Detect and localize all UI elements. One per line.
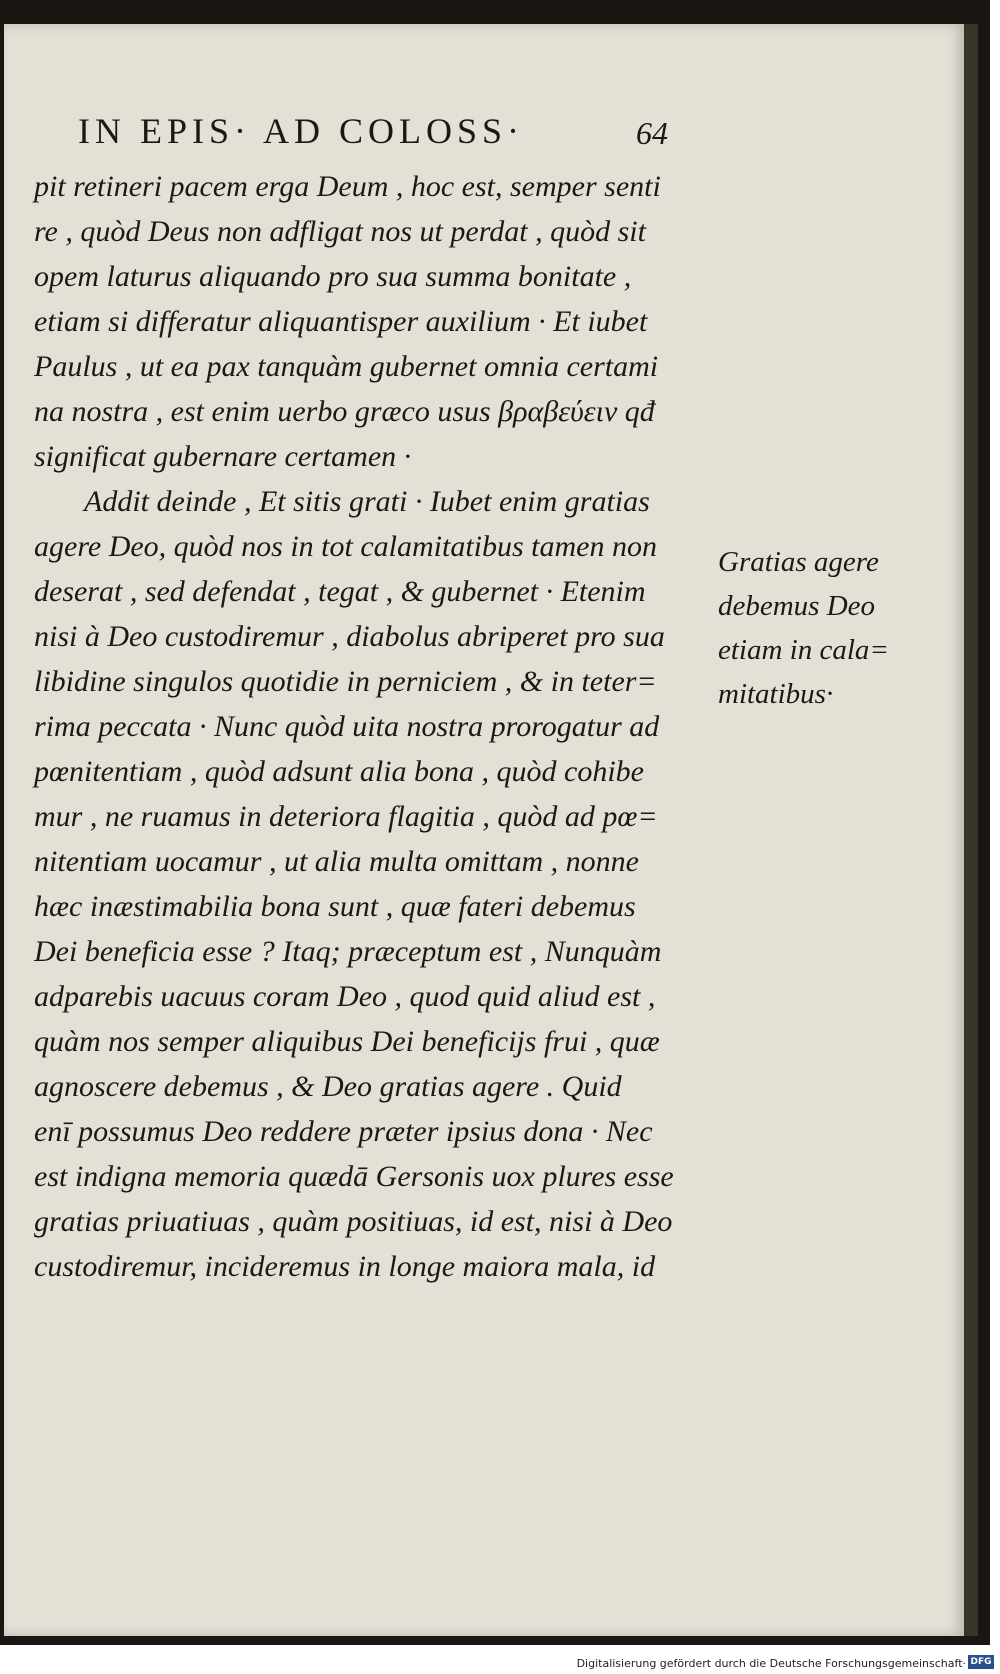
text-line: Dei beneficia esse ? Itaq; præceptum est , Nunquàm [34, 935, 662, 968]
text-line: na nostra , est enim uerbo græco usus βραβεύειν qđ [34, 395, 655, 428]
text-line: gratias priuatiuas , quàm positiuas, id est, nisi à Deo [34, 1205, 673, 1238]
text-line: nitentiam uocamur , ut alia multa omittam , nonne [34, 845, 639, 878]
text-line: opem laturus aliquando pro sua summa bonitate , [34, 260, 632, 293]
running-head-title: IN EPIS· AD COLOSS· [78, 111, 525, 151]
text-line: pœnitentiam , quòd adsunt alia bona , quòd cohibe [34, 755, 644, 788]
text-line: libidine singulos quotidie in perniciem , & in teter= [34, 665, 657, 698]
body-text [34, 164, 714, 1289]
text-line: hæc inæstimabilia bona sunt , quæ fateri debemus [34, 890, 636, 923]
text-line: adparebis uacuus coram Deo , quod quid aliud est , [34, 980, 656, 1013]
marginal-note [718, 540, 908, 716]
dfg-logo: DFG [968, 1655, 994, 1669]
page-edge [964, 24, 978, 1636]
text-line: pit retineri pacem erga Deum , hoc est, semper senti [34, 170, 661, 203]
page-number: 64 [636, 115, 668, 151]
running-head [78, 92, 668, 152]
text-line: Paulus , ut ea pax tanquàm gubernet omnia certami [34, 350, 659, 383]
text-line: agere Deo, quòd nos in tot calamitatibus tamen non [34, 530, 657, 563]
text-line: agnoscere debemus , & Deo gratias agere . Quid [34, 1070, 622, 1103]
text-line: re , quòd Deus non adfligat nos ut perdat , quòd sit [34, 215, 646, 248]
text-line: quàm nos semper aliquibus Dei beneficijs frui , quæ [34, 1025, 660, 1058]
text-line: mur , ne ruamus in deteriora flagitia , quòd ad pœ= [34, 800, 658, 833]
digitization-credit: Digitalisierung gefördert durch die Deutsche Forschungsgemeinschaft· [576, 1657, 966, 1670]
text-line-paragraph-start: Addit deinde , Et sitis grati · Iubet enim gratias [84, 485, 650, 518]
text-line: rima peccata · Nunc quòd uita nostra prorogatur ad [34, 710, 660, 743]
marginal-note-line: Gratias agere [718, 546, 879, 578]
text-line: nisi à Deo custodiremur , diabolus abriperet pro sua [34, 620, 665, 653]
marginal-note-line: debemus Deo [718, 590, 876, 622]
text-line: significat gubernare certamen · [34, 440, 412, 473]
text-line: enī possumus Deo reddere præter ipsius dona · Nec [34, 1115, 653, 1148]
marginal-note-line: mitatibus· [718, 678, 834, 710]
text-line: est indigna memoria quædā Gersonis uox plures esse [34, 1160, 674, 1193]
text-line: deserat , sed defendat , tegat , & gubernet · Etenim [34, 575, 646, 608]
text-line: etiam si differatur aliquantisper auxilium · Et iubet [34, 305, 648, 338]
marginal-note-line: etiam in cala= [718, 634, 889, 666]
text-line: custodiremur, incideremus in longe maiora mala, id [34, 1250, 656, 1283]
